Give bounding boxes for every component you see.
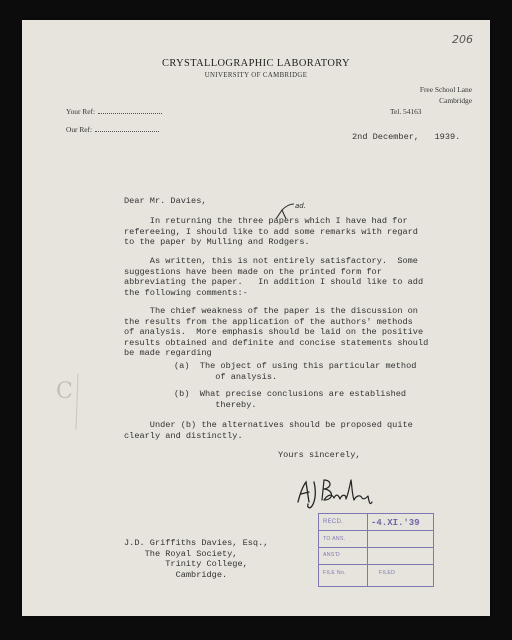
letter-date: 2nd December, 1939. [352, 132, 461, 142]
caret-icon [270, 200, 320, 222]
margin-mark [52, 372, 82, 437]
address-line-1: Free School Lane [419, 85, 472, 94]
paragraph-3: The chief weakness of the paper is the discussion on the results from the application of the authors' methods of analysis. More emphasis should be laid on the positive results obtained and definite and concise statements should be made regarding [124, 306, 429, 359]
address-line-2: Cambridge [439, 96, 472, 105]
letterhead-subtitle: UNIVERSITY OF CAMBRIDGE [204, 72, 308, 79]
paragraph-4: Under (b) the alternatives should be proposed quite clearly and distinctly. [124, 420, 413, 441]
inserted-word: ad. [295, 202, 306, 210]
your-ref [66, 106, 162, 116]
paragraph-2: As written, this is not entirely satisfactory. Some suggestions have been made on the printed form for abbreviating the paper. In addition I should like to add the following comments:- [124, 256, 424, 298]
closing: Yours sincerely, [278, 450, 361, 460]
signature-mark [294, 472, 384, 512]
list-item-a: (a) The object of using this particular method of analysis. [174, 361, 417, 382]
our-ref-label: Our Ref: [66, 125, 93, 134]
stamp-to-ans-label: TO ANS. [323, 536, 346, 542]
received-stamp [318, 513, 434, 587]
your-ref-label: Your Ref: [66, 107, 96, 116]
paragraph-1: In returning the three papers which I have had for refereeing, I should like to add some remarks with regard to the paper by Mulling and Rodgers. [124, 216, 418, 248]
stamp-ansd-label: ANS'D [323, 552, 340, 558]
stamp-received-label: RECD. [323, 519, 344, 525]
signature [294, 472, 384, 517]
recipient-address: J.D. Griffiths Davies, Esq., The Royal Society, Trinity College, Cambridge. [124, 538, 269, 580]
our-ref-blank [95, 124, 159, 132]
svg-text:C: C [56, 379, 73, 404]
stamp-filed-label: FILED [379, 570, 396, 576]
pencil-mark [52, 372, 82, 432]
telephone: Tel. 54163 [390, 107, 422, 116]
stamp-file-label: FILE No. [323, 570, 346, 576]
stamp-date: -4.XI.'39 [371, 518, 420, 528]
letter-page [22, 20, 490, 616]
salutation: Dear Mr. Davies, [124, 196, 207, 206]
our-ref [66, 124, 159, 134]
list-item-b: (b) What precise conclusions are established thereby. [174, 389, 407, 410]
archive-number: 206 [452, 33, 473, 46]
letterhead-title: CRYSTALLOGRAPHIC LABORATORY [162, 58, 350, 69]
your-ref-blank [98, 106, 162, 114]
insert-mark [270, 200, 320, 227]
letterhead-address [382, 84, 472, 117]
